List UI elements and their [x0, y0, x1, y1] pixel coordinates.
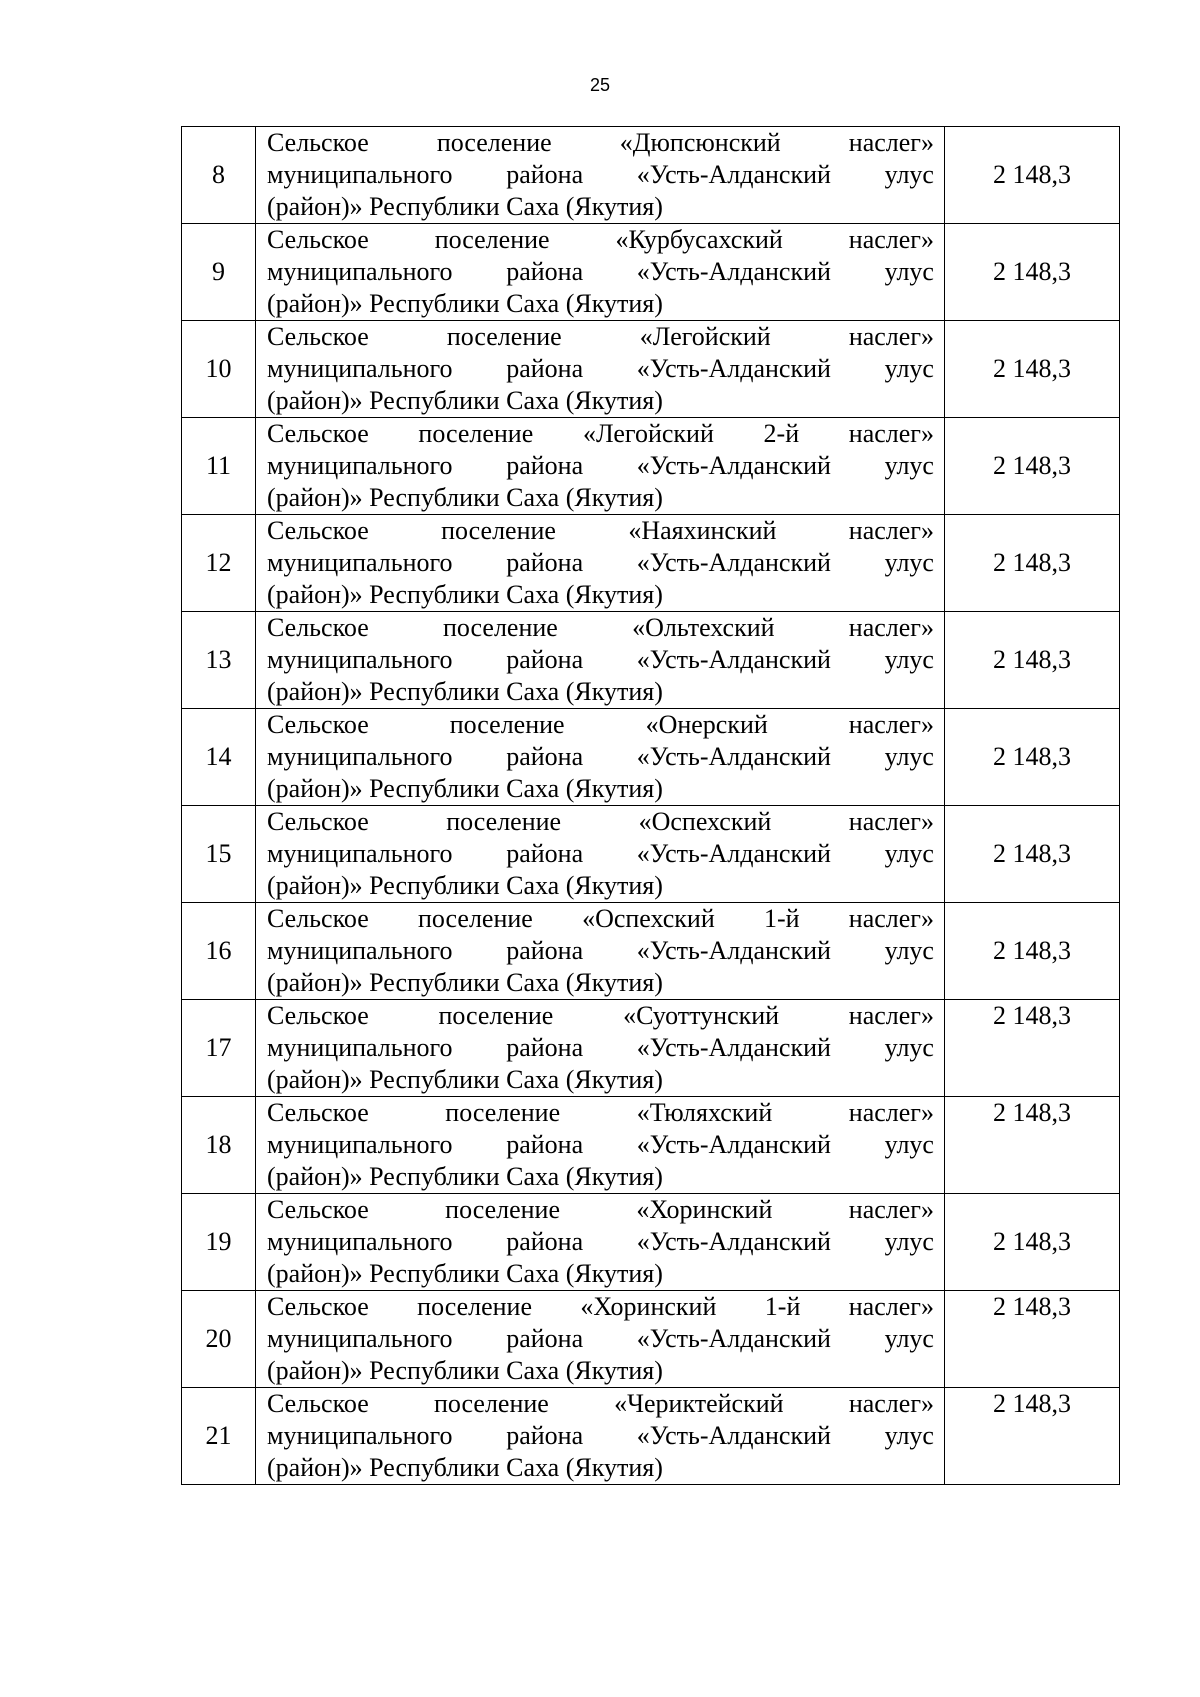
row-number-cell: 17	[182, 1000, 256, 1097]
name-word: улус	[884, 160, 934, 189]
name-line-1	[267, 127, 934, 159]
row-number-cell: 10	[182, 321, 256, 418]
name-word: наслег»	[848, 128, 934, 157]
table-row	[182, 1000, 1120, 1097]
name-word: «Усть-Алданский	[636, 1324, 831, 1353]
name-word: поселение	[434, 1389, 549, 1418]
name-line-3: (район)» Республики Саха (Якутия)	[267, 386, 663, 415]
name-line-3: (район)» Республики Саха (Якутия)	[267, 289, 663, 318]
table-body	[182, 127, 1120, 1485]
settlement-name-cell	[256, 806, 945, 903]
name-word: муниципального	[267, 839, 453, 868]
name-word: муниципального	[267, 1033, 453, 1062]
row-number-cell: 14	[182, 709, 256, 806]
settlement-name-cell	[256, 418, 945, 515]
name-word: улус	[884, 1324, 934, 1353]
row-number-cell: 12	[182, 515, 256, 612]
name-line-1	[267, 612, 934, 644]
name-line-1	[267, 1291, 934, 1323]
name-word: «Усть-Алданский	[636, 1421, 831, 1450]
row-number-cell: 9	[182, 224, 256, 321]
name-word: муниципального	[267, 1421, 453, 1450]
row-number-cell: 18	[182, 1097, 256, 1194]
name-word: «Наяхинский	[628, 516, 777, 545]
amount-cell: 2 148,3	[945, 1194, 1120, 1291]
name-word: улус	[884, 257, 934, 286]
name-word: поселение	[436, 128, 552, 157]
name-word: «Ольтехский	[632, 613, 775, 642]
name-word: 2-й	[763, 419, 800, 448]
row-number-cell: 16	[182, 903, 256, 1000]
name-line-2	[267, 644, 934, 676]
amount-cell: 2 148,3	[945, 1097, 1120, 1194]
table-row	[182, 321, 1120, 418]
name-word: района	[506, 839, 584, 868]
name-line-1	[267, 1000, 934, 1032]
name-word: муниципального	[267, 451, 453, 480]
name-word: муниципального	[267, 936, 453, 965]
name-line-3: (район)» Республики Саха (Якутия)	[267, 774, 663, 803]
name-word: «Курбусахский	[615, 225, 783, 254]
name-word: поселение	[445, 1195, 560, 1224]
amount-cell: 2 148,3	[945, 1388, 1120, 1485]
name-word: Сельское	[267, 1001, 369, 1030]
name-word: района	[506, 548, 584, 577]
name-word: наслег»	[848, 1098, 934, 1127]
row-number-cell: 15	[182, 806, 256, 903]
table-row	[182, 127, 1120, 224]
name-word: наслег»	[848, 419, 934, 448]
row-number-cell: 21	[182, 1388, 256, 1485]
name-line-3: (район)» Республики Саха (Якутия)	[267, 1259, 663, 1288]
name-line-2	[267, 741, 934, 773]
name-word: «Оспехский	[638, 807, 772, 836]
name-line-1	[267, 903, 934, 935]
name-line-2	[267, 838, 934, 870]
settlement-name-cell	[256, 612, 945, 709]
name-line-2	[267, 1323, 934, 1355]
table-row	[182, 1388, 1120, 1485]
name-word: поселение	[446, 807, 562, 836]
settlement-name-cell	[256, 903, 945, 1000]
page-number: 25	[589, 75, 611, 95]
table-row	[182, 709, 1120, 806]
name-word: Сельское	[267, 1292, 369, 1321]
row-number-cell: 13	[182, 612, 256, 709]
name-word: «Усть-Алданский	[636, 1130, 831, 1159]
name-line-2	[267, 935, 934, 967]
name-word: улус	[884, 839, 934, 868]
name-line-3: (район)» Республики Саха (Якутия)	[267, 1356, 663, 1385]
name-word: района	[506, 742, 584, 771]
allocation-table	[181, 126, 1120, 1485]
name-word: «Усть-Алданский	[636, 1033, 831, 1062]
name-word: поселение	[418, 419, 534, 448]
name-word: поселение	[417, 904, 533, 933]
name-line-3: (район)» Республики Саха (Якутия)	[267, 968, 663, 997]
name-line-2	[267, 353, 934, 385]
name-line-2	[267, 547, 934, 579]
name-line-1	[267, 1097, 934, 1129]
name-word: Сельское	[267, 225, 369, 254]
table-row	[182, 1194, 1120, 1291]
name-word: «Усть-Алданский	[636, 451, 831, 480]
settlement-name-cell	[256, 321, 945, 418]
settlement-name-cell	[256, 1291, 945, 1388]
name-word: 1-й	[763, 904, 800, 933]
name-word: района	[506, 160, 584, 189]
name-word: поселение	[443, 613, 558, 642]
name-line-1	[267, 1388, 934, 1420]
name-word: Сельское	[267, 1389, 369, 1418]
name-word: муниципального	[267, 1130, 453, 1159]
name-line-1	[267, 1194, 934, 1226]
settlement-name-cell	[256, 1000, 945, 1097]
name-word: «Усть-Алданский	[636, 645, 831, 674]
name-word: поселение	[446, 322, 562, 351]
table-row	[182, 806, 1120, 903]
name-word: поселение	[438, 1001, 554, 1030]
name-word: «Дюпсюнский	[619, 128, 781, 157]
amount-cell: 2 148,3	[945, 903, 1120, 1000]
name-line-2	[267, 450, 934, 482]
name-word: поселение	[434, 225, 550, 254]
table-row	[182, 515, 1120, 612]
name-line-2	[267, 159, 934, 191]
name-word: муниципального	[267, 742, 453, 771]
name-word: района	[506, 1033, 584, 1062]
name-word: Сельское	[267, 516, 369, 545]
name-word: Сельское	[267, 904, 369, 933]
name-word: «Тюляхский	[636, 1098, 773, 1127]
name-word: района	[506, 257, 584, 286]
name-word: наслег»	[848, 1389, 934, 1418]
name-word: Сельское	[267, 128, 369, 157]
name-word: наслег»	[848, 1001, 934, 1030]
name-line-3: (район)» Республики Саха (Якутия)	[267, 1453, 663, 1482]
name-line-3: (район)» Республики Саха (Якутия)	[267, 1162, 663, 1191]
name-word: «Усть-Алданский	[636, 257, 831, 286]
name-word: поселение	[417, 1292, 532, 1321]
name-word: Сельское	[267, 710, 369, 739]
name-word: улус	[884, 1421, 934, 1450]
name-word: улус	[884, 1130, 934, 1159]
name-line-3: (район)» Республики Саха (Якутия)	[267, 1065, 663, 1094]
name-word: муниципального	[267, 160, 453, 189]
name-line-2	[267, 256, 934, 288]
name-word: «Усть-Алданский	[636, 839, 831, 868]
name-line-1	[267, 321, 934, 353]
amount-cell: 2 148,3	[945, 321, 1120, 418]
name-word: «Оспехский	[582, 904, 715, 933]
name-line-2	[267, 1129, 934, 1161]
name-word: «Усть-Алданский	[636, 160, 831, 189]
row-number-cell: 19	[182, 1194, 256, 1291]
name-word: Сельское	[267, 807, 369, 836]
name-word: муниципального	[267, 1324, 453, 1353]
name-word: района	[506, 354, 584, 383]
name-word: улус	[884, 1227, 934, 1256]
name-line-3: (район)» Республики Саха (Якутия)	[267, 483, 663, 512]
amount-cell: 2 148,3	[945, 1291, 1120, 1388]
name-word: улус	[884, 1033, 934, 1062]
settlement-name-cell	[256, 1388, 945, 1485]
name-word: Сельское	[267, 322, 369, 351]
name-word: Сельское	[267, 613, 369, 642]
row-number-cell: 20	[182, 1291, 256, 1388]
name-word: наслег»	[848, 613, 934, 642]
settlement-name-cell	[256, 515, 945, 612]
name-word: Сельское	[267, 1195, 369, 1224]
name-word: наслег»	[848, 710, 934, 739]
name-word: муниципального	[267, 354, 453, 383]
name-word: поселение	[445, 1098, 561, 1127]
name-word: улус	[884, 451, 934, 480]
name-word: района	[506, 936, 584, 965]
amount-cell: 2 148,3	[945, 515, 1120, 612]
settlement-name-cell	[256, 1194, 945, 1291]
name-word: района	[506, 1130, 584, 1159]
amount-cell: 2 148,3	[945, 806, 1120, 903]
name-word: наслег»	[848, 1292, 934, 1321]
name-word: «Усть-Алданский	[636, 1227, 831, 1256]
name-word: района	[506, 1227, 584, 1256]
name-word: района	[506, 645, 584, 674]
name-word: района	[506, 451, 584, 480]
name-word: муниципального	[267, 548, 453, 577]
name-word: наслег»	[848, 516, 934, 545]
settlement-name-cell	[256, 709, 945, 806]
name-word: муниципального	[267, 645, 453, 674]
name-line-2	[267, 1226, 934, 1258]
name-word: «Усть-Алданский	[636, 936, 831, 965]
table-row	[182, 1291, 1120, 1388]
name-word: «Легойский	[582, 419, 714, 448]
name-line-1	[267, 418, 934, 450]
name-word: улус	[884, 645, 934, 674]
name-word: наслег»	[848, 807, 934, 836]
name-word: «Суоттунский	[623, 1001, 780, 1030]
name-line-3: (район)» Республики Саха (Якутия)	[267, 580, 663, 609]
table-row	[182, 612, 1120, 709]
name-line-2	[267, 1032, 934, 1064]
name-word: «Онерский	[645, 710, 768, 739]
name-word: муниципального	[267, 1227, 453, 1256]
row-number-cell: 11	[182, 418, 256, 515]
name-word: «Усть-Алданский	[636, 354, 831, 383]
name-line-1	[267, 709, 934, 741]
name-line-1	[267, 806, 934, 838]
name-word: наслег»	[848, 225, 934, 254]
amount-cell: 2 148,3	[945, 127, 1120, 224]
name-word: «Усть-Алданский	[636, 742, 831, 771]
name-word: района	[506, 1324, 584, 1353]
settlement-name-cell	[256, 127, 945, 224]
name-word: поселение	[449, 710, 565, 739]
name-line-2	[267, 1420, 934, 1452]
row-number-cell: 8	[182, 127, 256, 224]
amount-cell: 2 148,3	[945, 612, 1120, 709]
name-word: Сельское	[267, 1098, 369, 1127]
name-word: улус	[884, 548, 934, 577]
amount-cell: 2 148,3	[945, 224, 1120, 321]
name-word: «Усть-Алданский	[636, 548, 831, 577]
name-word: 1-й	[764, 1292, 801, 1321]
amount-cell: 2 148,3	[945, 1000, 1120, 1097]
name-word: «Чериктейский	[614, 1389, 784, 1418]
table-row	[182, 418, 1120, 515]
settlement-name-cell	[256, 1097, 945, 1194]
name-word: «Хоринский	[580, 1292, 717, 1321]
name-line-1	[267, 224, 934, 256]
name-word: Сельское	[267, 419, 369, 448]
name-line-3: (район)» Республики Саха (Якутия)	[267, 677, 663, 706]
name-line-1	[267, 515, 934, 547]
name-word: улус	[884, 936, 934, 965]
amount-cell: 2 148,3	[945, 709, 1120, 806]
name-word: наслег»	[848, 1195, 934, 1224]
name-word: наслег»	[848, 904, 934, 933]
settlement-name-cell	[256, 224, 945, 321]
table-row	[182, 224, 1120, 321]
name-word: улус	[884, 354, 934, 383]
name-line-3: (район)» Республики Саха (Якутия)	[267, 192, 663, 221]
name-word: улус	[884, 742, 934, 771]
name-word: наслег»	[848, 322, 934, 351]
amount-cell: 2 148,3	[945, 418, 1120, 515]
name-word: «Хоринский	[636, 1195, 773, 1224]
table-row	[182, 903, 1120, 1000]
table-row	[182, 1097, 1120, 1194]
name-line-3: (район)» Республики Саха (Якутия)	[267, 871, 663, 900]
name-word: муниципального	[267, 257, 453, 286]
name-word: «Легойский	[639, 322, 771, 351]
name-word: поселение	[441, 516, 556, 545]
name-word: района	[506, 1421, 584, 1450]
